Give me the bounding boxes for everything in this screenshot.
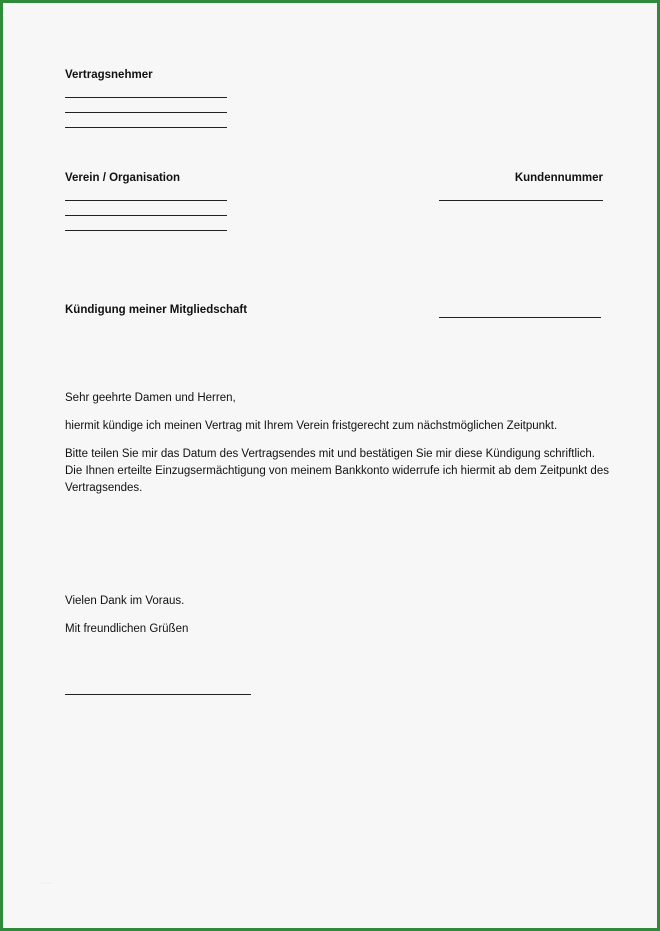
contractor-line-2: [65, 112, 227, 113]
organization-label: Verein / Organisation: [65, 172, 181, 184]
closing-line: Mit freundlichen Grüßen: [65, 623, 189, 635]
salutation: Sehr geehrte Damen und Herren,: [65, 392, 236, 404]
subject-line: Kündigung meiner Mitgliedschaft: [65, 304, 248, 316]
thanks-line: Vielen Dank im Voraus.: [65, 595, 185, 607]
contractor-label: Vertragsnehmer: [65, 69, 153, 81]
contractor-line-3: [65, 127, 227, 128]
customer-number-label: Kundennummer: [514, 172, 603, 184]
organization-line-3: [65, 230, 227, 231]
paragraph-2-line-2: Die Ihnen erteilte Einzugsermächtigung von meinem Bankkonto widerrufe ich hiermit ab dem Zeitpunkt des Vertragsendes.: [65, 465, 609, 494]
date-line: [439, 317, 601, 318]
watermark-mark: ·····: [40, 880, 53, 887]
contractor-line-1: [65, 97, 227, 98]
organization-line-1: [65, 200, 227, 201]
paragraph-1: hiermit kündige ich meinen Vertrag mit Ihrem Verein fristgerecht zum nächstmöglichen Zeitpunkt.: [65, 420, 558, 432]
signature-line: [65, 694, 251, 695]
paragraph-2-line-1: Bitte teilen Sie mir das Datum des Vertragsendes mit und bestätigen Sie mir diese Kündigung schriftlich.: [65, 448, 595, 460]
organization-line-2: [65, 215, 227, 216]
customer-number-line: [439, 200, 603, 201]
